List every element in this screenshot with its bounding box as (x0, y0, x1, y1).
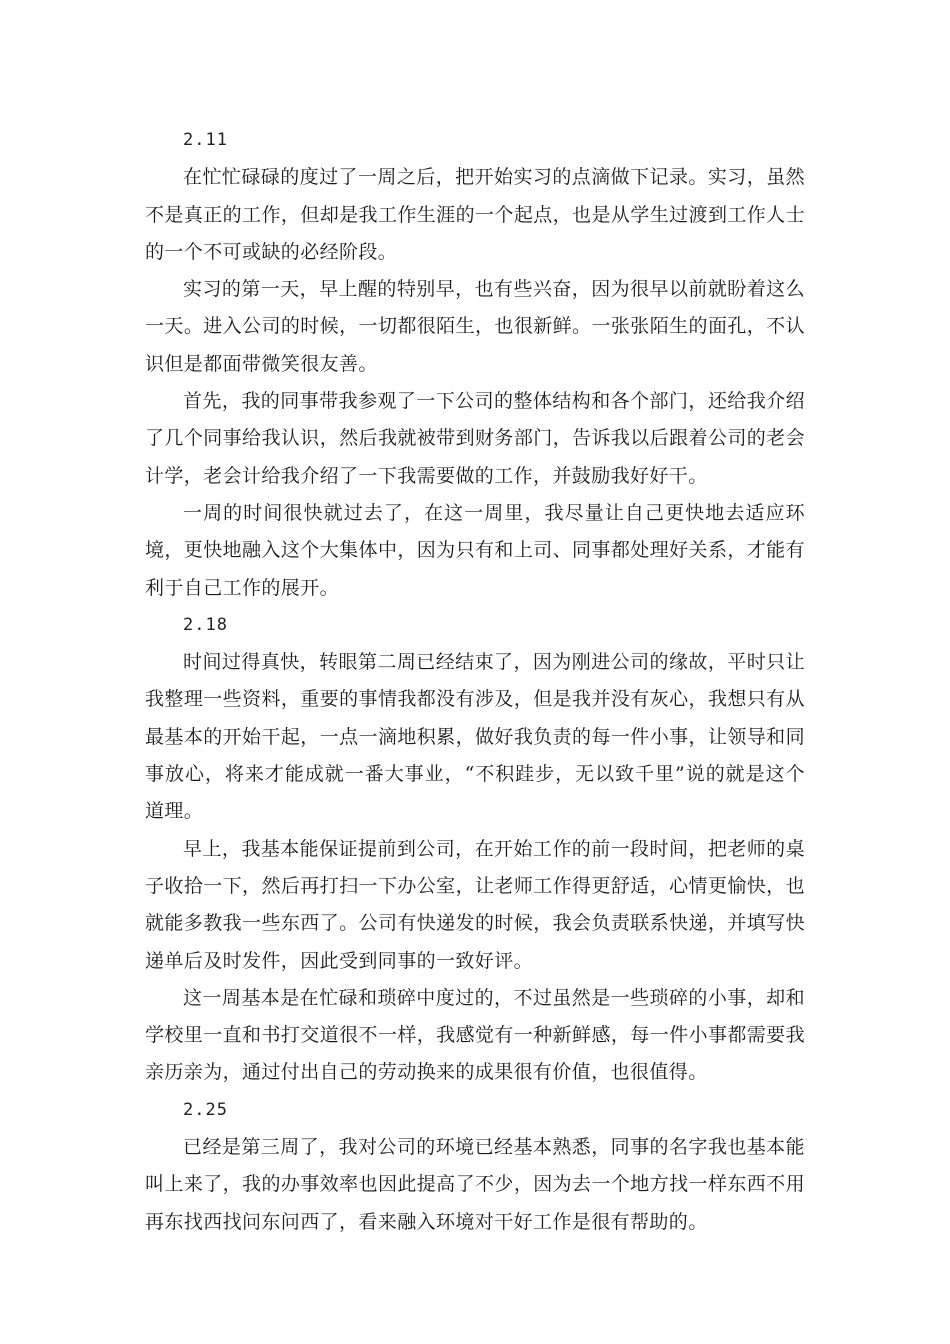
paragraph: 已经是第三周了，我对公司的环境已经基本熟悉，同事的名字我也基本能叫上来了，我的办事效率也因此提高了不少，因为去一个地方找一样东西不用再东找西找问东问西了，看来融入环境对干好工作是很有帮助的。 (145, 1136, 805, 1233)
paragraph: 在忙忙碌碌的度过了一周之后，把开始实习的点滴做下记录。实习，虽然不是真正的工作，但却是我工作生涯的一个起点，也是从学生过渡到工作人士的一个不可或缺的必经阶段。 (145, 166, 805, 263)
entry-date: 2.25 (183, 1099, 228, 1120)
paragraph: 这一周基本是在忙碌和琐碎中度过的，不过虽然是一些琐碎的小事，却和学校里一直和书打交道很不一样，我感觉有一种新鲜感，每一件小事都需要我亲历亲为，通过付出自己的劳动换来的成果很有价值，也很值得。 (145, 986, 805, 1084)
entry-date: 2.18 (183, 614, 228, 635)
paragraph: 首先，我的同事带我参观了一下公司的整体结构和各个部门，还给我介绍了几个同事给我认识，然后我就被带到财务部门，告诉我以后跟着公司的老会计学，老会计给我介绍了一下我需要做的工作，并鼓励我好好干。 (145, 390, 805, 487)
paragraph: 实习的第一天，早上醒的特别早，也有些兴奋，因为很早以前就盼着这么一天。进入公司的时候，一切都很陌生，也很新鲜。一张张陌生的面孔，不认识但是都面带微笑很友善。 (145, 278, 805, 375)
document-body (145, 122, 805, 1241)
paragraph: 早上，我基本能保证提前到公司，在开始工作的前一段时间，把老师的桌子收拾一下，然后再打扫一下办公室，让老师工作得更舒适，心情更愉快，也就能多教我一些东西了。公司有快递发的时候，我会负责联系快递，并填写快递单后及时发件，因此受到同事的一致好评。 (145, 837, 805, 972)
entry-date: 2.11 (183, 130, 228, 150)
paragraph: 时间过得真快，转眼第二周已经结束了，因为刚进公司的缘故，平时只让我整理一些资料，重要的事情我都没有涉及，但是我并没有灰心，我想只有从最基本的开始干起，一点一滴地积累，做好我负责的每一件小事，让领导和同事放心，将来才能成就一番大事业，“不积跬步，无以致千里”说的就是这个道理。 (145, 651, 805, 823)
paragraph: 一周的时间很快就过去了，在这一周里，我尽量让自己更快地去适应环境，更快地融入这个大集体中，因为只有和上司、同事都处理好关系，才能有利于自己工作的展开。 (145, 501, 805, 599)
